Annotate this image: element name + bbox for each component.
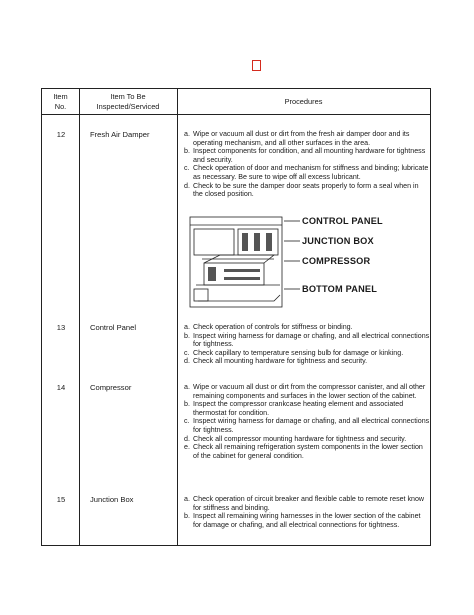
step-text: Check all remaining refrigeration system components in the lower section of the cabinet for general condition. (193, 443, 423, 460)
step-letter: d. (184, 181, 190, 190)
procedure-step (184, 164, 430, 181)
missing-glyph-marker (251, 59, 263, 73)
step-letter: e. (184, 443, 190, 452)
step-text: Check operation of circuit breaker and flexible cable to remote reset know for stiffness and binding. (193, 495, 425, 512)
procedure-step (184, 182, 430, 199)
step-letter: a. (184, 323, 190, 331)
step-text: Check all compressor mounting hardware for tightness and security. (193, 434, 407, 443)
step-letter: a. (184, 383, 190, 391)
header-inspected-serviced-line: Inspected/Serviced (96, 102, 160, 111)
step-text: Inspect components for condition, and all mounting hardware for tightness and security. (193, 147, 426, 164)
step-letter: b. (184, 512, 190, 521)
step-text: Wipe or vacuum all dust or dirt from the compressor canister, and all other remaining components and surfaces in the lower section of the cabinet. (193, 383, 426, 400)
item-number: 15 (56, 495, 66, 504)
procedure-step (184, 512, 430, 529)
procedure-step (184, 332, 430, 349)
item-number: 12 (56, 130, 66, 139)
procedure-list (184, 130, 430, 199)
step-letter: c. (184, 417, 190, 426)
step-letter: b. (184, 400, 190, 409)
procedure-step (184, 443, 430, 460)
header-no-line: No. (54, 102, 67, 111)
item-name: Fresh Air Damper (90, 130, 150, 139)
item-name: Compressor (90, 383, 132, 392)
step-text: Check to be sure the damper door seats properly to form a seal when in the closed position. (193, 181, 419, 199)
figure-label-compressor: COMPRESSOR (302, 256, 371, 266)
procedure-step (184, 417, 430, 434)
placeholder-box-icon (252, 60, 261, 71)
item-number: 14 (56, 383, 66, 392)
procedure-step (184, 383, 430, 400)
procedure-list (184, 495, 430, 529)
step-text: Wipe or vacuum all dust or dirt from the fresh air damper door and its operating mechanism, and all other surfaces in the area. (193, 130, 410, 147)
maintenance-table (41, 88, 431, 546)
procedure-step (184, 400, 430, 417)
procedure-list (184, 323, 430, 366)
cabinet-figure (184, 215, 430, 311)
item-name: Junction Box (90, 495, 134, 504)
step-text: Check all mounting hardware for tightness and security. (193, 357, 368, 366)
header-item-no (42, 92, 79, 112)
step-letter: b. (184, 331, 190, 340)
step-text: Check operation of door and mechanism for stiffness and binding; lubricate as necessary. Be sure to wipe off all excess lubricant. (193, 164, 429, 181)
step-text: Inspect all remaining wiring harnesses in the lower section of the cabinet for damage or chafing, and all electrical connections for tightness. (193, 512, 421, 529)
step-letter: d. (184, 357, 190, 366)
step-text: Inspect wiring harness for damage or chafing, and all electrical connections for tightness. (193, 331, 430, 349)
header-inspected (79, 92, 177, 112)
step-text: Check operation of controls for stiffness or binding. (193, 323, 353, 331)
procedure-step (184, 130, 430, 147)
column-divider (79, 89, 80, 545)
procedure-step (184, 323, 430, 332)
step-text: Check capillary to temperature sensing bulb for damage or kinking. (193, 348, 404, 357)
header-item-to-be-line: Item To Be (110, 92, 146, 101)
figure-label-junction-box: JUNCTION BOX (302, 236, 374, 246)
step-letter: b. (184, 147, 190, 156)
procedure-step (184, 495, 430, 512)
step-letter: d. (184, 434, 190, 443)
step-text: Inspect the compressor crankcase heating element and associated thermostat for condition. (193, 400, 404, 417)
procedure-step (184, 147, 430, 164)
procedure-step (184, 357, 430, 366)
procedure-step (184, 349, 430, 358)
procedure-list (184, 383, 430, 460)
step-letter: c. (184, 348, 190, 357)
header-divider (42, 114, 430, 115)
column-divider (177, 89, 178, 545)
figure-label-control-panel: CONTROL PANEL (302, 216, 383, 226)
item-number: 13 (56, 323, 66, 332)
step-letter: c. (184, 164, 190, 173)
header-procedures: Procedures (284, 97, 323, 106)
figure-label-bottom-panel: BOTTOM PANEL (302, 284, 378, 294)
header-item-line: Item (53, 92, 68, 101)
step-letter: a. (184, 495, 190, 503)
procedure-step (184, 435, 430, 444)
step-text: Inspect wiring harness for damage or chafing, and all electrical connections for tightness. (193, 417, 430, 434)
item-name: Control Panel (90, 323, 137, 332)
step-letter: a. (184, 130, 190, 138)
